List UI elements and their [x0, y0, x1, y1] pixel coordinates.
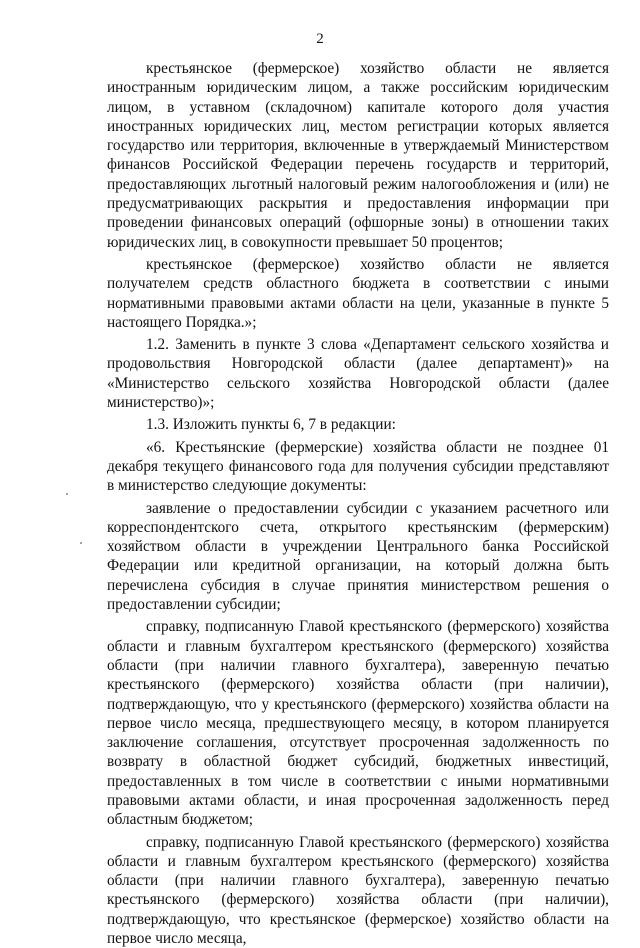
document-body	[107, 59, 609, 948]
paragraph-item-6: «6. Крестьянские (фермерские) хозяйства области не позднее 01 декабря текущего финансового года для получения субсидии представляют в министерство следующие документы:	[107, 438, 609, 495]
page-number: 2	[316, 31, 324, 47]
paragraph-item-1-2: 1.2. Заменить в пункте 3 слова «Департамент сельского хозяйства и продовольствия Новгородской области (далее департамент)» на «Министерство сельского хозяйства Новгородской области (далее министерство)»;	[107, 336, 609, 412]
scan-dot	[66, 493, 68, 495]
paragraph-application: заявление о предоставлении субсидии с указанием расчетного или корреспондентского счета, открытого крестьянским (фермерским) хозяйством области в учреждении Центрального банка Российской Федерации или кредитной организации, на который должна быть перечислена субсидия в случае принятия министерством решения о предоставлении субсидии;	[107, 499, 609, 614]
paragraph-offshore-condition: крестьянское (фермерское) хозяйство области не является иностранным юридическим лицом, а также российским юридическим лицом, в уставном (складочном) капитале которого доля участия иностранных юридических лиц, местом регистрации которых является государство или территория, включенные в утверждаемый Министерством финансов Российской Федерации перечень государств и территорий, предоставляющих льготный налоговый режим налогообложения и (или) не предусматривающих раскрытия и предоставления информации при проведении финансовых операций (офшорные зоны) в отношении таких юридических лиц, в совокупности превышает 50 процентов;	[107, 60, 609, 251]
paragraph-not-recipient-condition: крестьянское (фермерское) хозяйство области не является получателем средств областного бюджета в соответствии с иными нормативными правовыми актами области на цели, указанные в пункте 5 настоящего Порядка.»;	[107, 255, 609, 331]
paragraph-certificate-status: справку, подписанную Главой крестьянского (фермерского) хозяйства области и главным бухгалтером крестьянского (фермерского) хозяйства области (при наличии главного бухгалтера), заверенную печатью крестьянского (фермерского) хозяйства области (при наличии), подтверждающую, что крестьянское (фермерское) хозяйство области на первое число месяца,	[107, 833, 609, 948]
scan-dot	[80, 542, 82, 544]
paragraph-certificate-debt: справку, подписанную Главой крестьянского (фермерского) хозяйства области и главным бухгалтером крестьянского (фермерского) хозяйства области (при наличии главного бухгалтера), заверенную печатью крестьянского (фермерского) хозяйства области (при наличии), подтверждающую, что у крестьянского (фермерского) хозяйства области на первое число месяца, предшествующего месяцу, в котором планируется заключение соглашения, отсутствует просроченная задолженность по возврату в областной бюджет субсидий, бюджетных инвестиций, предоставленных в том числе в соответствии с иными нормативными правовыми актами области, и иная просроченная задолженность перед областным бюджетом;	[107, 618, 609, 829]
paragraph-item-1-3: 1.3. Изложить пункты 6, 7 в редакции:	[146, 416, 396, 434]
